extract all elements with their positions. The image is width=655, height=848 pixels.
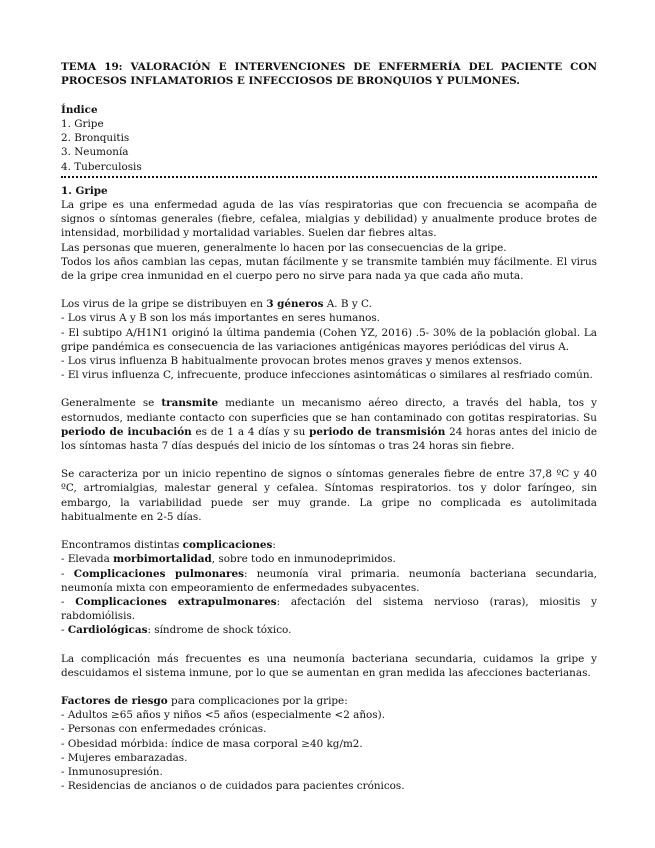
document-page [61,60,597,793]
complication-item: - Elevada morbimortalidad, sobre todo en inmunodeprimidos. [61,553,396,566]
virus-types-block [61,297,597,382]
complication-item: - Cardiológicas: síndrome de shock tóxico. [61,624,292,637]
intro-paragraph: La gripe es una enfermedad aguda de las vías respiratorias que con frecuencia se acompaña de signos o síntomas generales (fiebre, cefalea, mialgias y debilidad) y anualmente produce brotes de intensidad, morbilidad y mortalidad variables. Suelen dar fiebres altas. [61,199,597,240]
complications-block [61,538,597,637]
spacer [61,89,597,103]
dotted-divider [61,176,597,178]
risk-item: - Inmunosupresión. [61,765,163,778]
intro-paragraph-2: Las personas que mueren, generalmente lo hacen por las consecuencias de la gripe. [61,241,507,254]
index-item: 3. Neumonía [61,146,129,159]
complication-item: - Complicaciones pulmonares: neumonía viral primaria. neumonía bacteriana secundaria, neumonía mixta con empeoramiento de enfermedades subyacentes. [61,567,597,594]
risk-item: - Mujeres embarazadas. [61,751,188,764]
intro-paragraph-3: Todos los años cambian las cepas, mutan fácilmente y se transmite también muy fácilmente. El virus de la gripe crea inmunidad en el cuerpo pero no sirve para nada ya que cada año muta. [61,255,597,283]
virus-item: - El virus influenza C, infrecuente, produce infecciones asintomáticas o similares al resfriado común. [61,369,593,382]
index-list [61,117,597,174]
virus-item: - El subtipo A/H1N1 originó la última pandemia (Cohen YZ, 2016) .5- 30% de la población global. La gripe pandémica es consecuencia de las variaciones antigénicas mayores periódicas del virus A. [61,326,597,353]
virus-item: - Los virus influenza B habitualmente provocan brotes menos graves y menos extensos. [61,355,522,368]
index-item: 1. Gripe [61,118,104,131]
clinical-paragraph: Se caracteriza por un inicio repentino de signos o síntomas generales fiebre de entre 37,8 ºC y 40 ºC, artromialgias, malestar general y cefalea. Síntomas respiratorios. tos y dolor faríngeo, sin embargo, la variabilidad puede ser muy grande. La gripe no complicada es autolimitada habitualmente en 2-5 días. [61,468,597,523]
document-title: TEMA 19: VALORACIÓN E INTERVENCIONES DE ENFERMERÍA DEL PACIENTE CON PROCESOS INFLAMATORIOS E INFECCIOSOS DE BRONQUIOS Y PULMONES. [61,61,597,88]
risk-lead: Factores de riesgo para complicaciones por la gripe: [61,694,348,707]
risk-item: - Residencias de ancianos o de cuidados para pacientes crónicos. [61,780,405,793]
index-section [61,103,597,174]
section-heading: 1. Gripe [61,184,108,197]
frequent-complication-paragraph: La complicación más frecuentes es una neumonía bacteriana secundaria, cuidamos la gripe y descuidamos el sistema inmune, por lo que se aumentan en gran medida las afecciones bacterianas. [61,652,597,679]
risk-item: - Obesidad mórbida: índice de masa corporal ≥40 kg/m2. [61,737,363,750]
index-heading: Índice [61,103,98,116]
risk-item: - Adultos ≥65 años y niños <5 años (especialmente <2 años). [61,709,385,722]
complication-item: - Complicaciones extrapulmonares: afectación del sistema nervioso (raras), miositis y rabdomiólisis. [61,595,597,623]
risk-factors-block [61,694,597,793]
index-item: 2. Bronquitis [61,132,130,145]
complications-lead: Encontramos distintas complicaciones: [61,539,276,552]
index-item: 4. Tuberculosis [61,160,142,173]
transmission-paragraph: Generalmente se transmite mediante un mecanismo aéreo directo, a través del habla, tos y estornudos, mediante contacto con superficies que se han contaminado con gotitas respiratorias. Su periodo de incubación es de 1 a 4 días y su periodo de transmisión 24 horas antes del inicio de los síntomas hasta 7 días después del inicio de los síntomas o tras 24 horas sin fiebre. [61,397,598,453]
section-gripe [61,184,597,794]
risk-item: - Personas con enfermedades crónicas. [61,723,267,736]
virus-lead: Los virus de la gripe se distribuyen en 3 géneros A. B y C. [61,298,372,311]
virus-item: - Los virus A y B son los más importantes en seres humanos. [61,312,380,325]
